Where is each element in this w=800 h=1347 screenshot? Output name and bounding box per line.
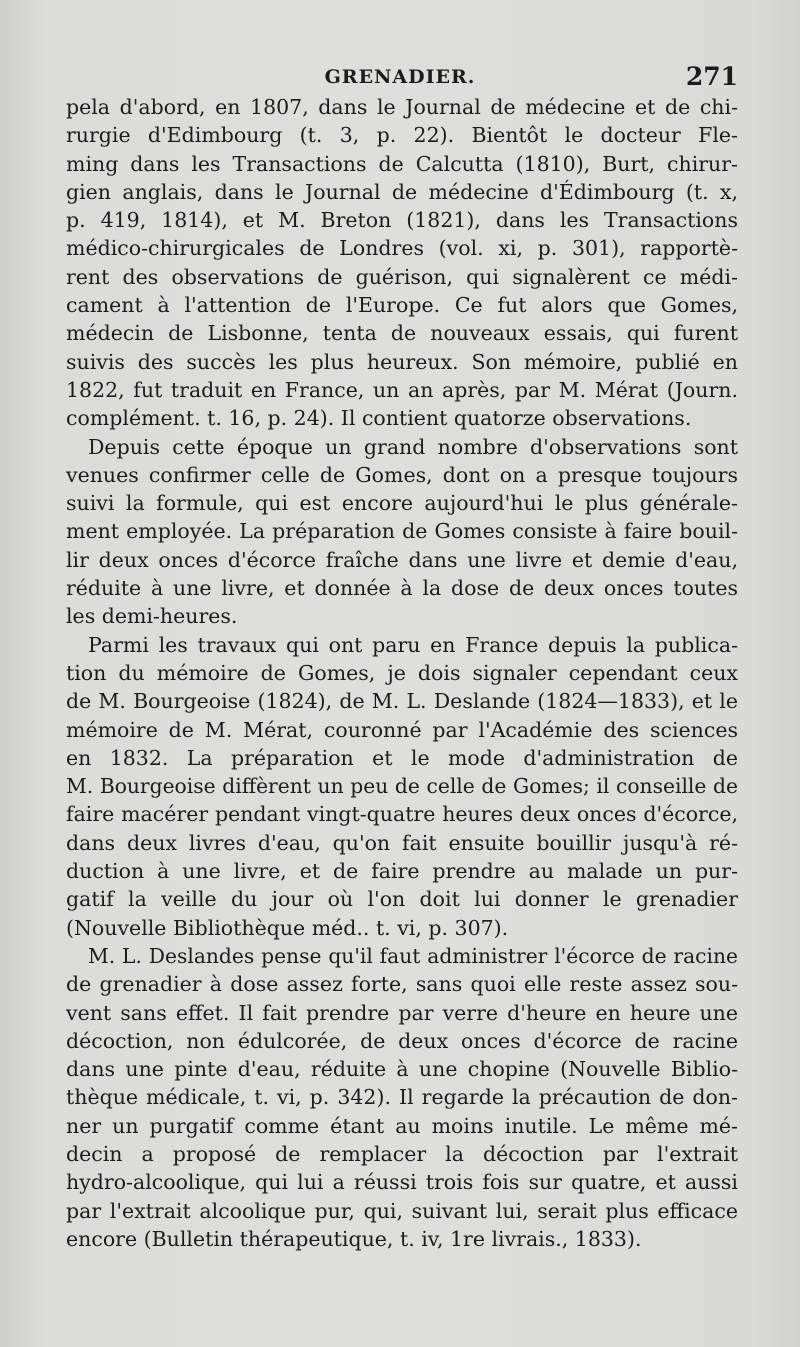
text-line: en 1832. La préparation et le mode d'administration de bbox=[66, 745, 738, 770]
text-line: complément. t. 16, p. 24). Il contient quatorze observations. bbox=[66, 406, 692, 431]
text-line: Parmi les travaux qui ont paru en France depuis la publica- bbox=[88, 632, 738, 657]
text-line: tion du mémoire de Gomes, je dois signaler cependant ceux bbox=[66, 660, 738, 685]
text-line: suivi la formule, qui est encore aujourd'hui le plus générale- bbox=[66, 491, 738, 516]
running-head bbox=[62, 62, 738, 96]
text-line: par l'extrait alcoolique pur, qui, suivant lui, serait plus efficace bbox=[66, 1198, 738, 1223]
text-line: lir deux onces d'écorce fraîche dans une livre et demie d'eau, bbox=[66, 547, 738, 572]
text-line: médico-chirurgicales de Londres (vol. xi, p. 301), rapportè- bbox=[66, 236, 738, 261]
text-line: 1822, fut traduit en France, un an après, par M. Mérat (Journ. bbox=[66, 377, 738, 402]
text-line: ner un purgatif comme étant au moins inutile. Le même mé- bbox=[66, 1113, 738, 1138]
text-line: de M. Bourgeoise (1824), de M. L. Deslande (1824—1833), et le bbox=[66, 689, 738, 714]
text-line: vent sans effet. Il fait prendre par verre d'heure en heure une bbox=[66, 1000, 738, 1025]
text-line: réduite à une livre, et donnée à la dose de deux onces toutes bbox=[66, 576, 738, 601]
text-line: les demi-heures. bbox=[66, 604, 238, 629]
text-line: ment employée. La préparation de Gomes consiste à faire bouil- bbox=[66, 519, 738, 544]
text-line: de grenadier à dose assez forte, sans quoi elle reste assez sou- bbox=[66, 972, 738, 997]
text-line: duction à une livre, et de faire prendre au malade un pur- bbox=[66, 859, 738, 884]
text-line: médecin de Lisbonne, tenta de nouveaux essais, qui furent bbox=[66, 321, 738, 346]
text-line: gatif la veille du jour où l'on doit lui donner le grenadier bbox=[66, 887, 738, 912]
text-line: thèque médicale, t. vi, p. 342). Il regarde la précaution de don- bbox=[66, 1085, 738, 1110]
text-line: venues confirmer celle de Gomes, dont on a presque toujours bbox=[66, 462, 738, 487]
text-line: décoction, non édulcorée, de deux onces d'écorce de racine bbox=[66, 1028, 738, 1053]
text-line: cament à l'attention de l'Europe. Ce fut alors que Gomes, bbox=[66, 293, 738, 318]
body-text bbox=[66, 93, 738, 1253]
text-line: suivis des succès les plus heureux. Son mémoire, publié en bbox=[66, 349, 738, 374]
text-line: gien anglais, dans le Journal de médecine d'Édimbourg (t. x, bbox=[66, 179, 738, 204]
text-line: decin a proposé de remplacer la décoction par l'extrait bbox=[66, 1141, 738, 1166]
running-title: GRENADIER. bbox=[324, 66, 476, 88]
page-number: 271 bbox=[685, 62, 738, 91]
text-line: pela d'abord, en 1807, dans le Journal de médecine et de chi- bbox=[66, 95, 738, 119]
text-line: encore (Bulletin thérapeutique, t. iv, 1re livrais., 1833). bbox=[66, 1226, 642, 1251]
text-line: dans deux livres d'eau, qu'on fait ensuite bouillir jusqu'à ré- bbox=[66, 830, 738, 855]
text-line: faire macérer pendant vingt-quatre heures deux onces d'écorce, bbox=[66, 802, 738, 827]
text-line: ming dans les Transactions de Calcutta (1810), Burt, chirur- bbox=[66, 151, 738, 176]
text-line: Depuis cette époque un grand nombre d'observations sont bbox=[88, 434, 738, 459]
text-line: dans une pinte d'eau, réduite à une chopine (Nouvelle Biblio- bbox=[66, 1057, 738, 1082]
text-line: rent des observations de guérison, qui signalèrent ce médi- bbox=[66, 264, 738, 289]
text-line: (Nouvelle Bibliothèque méd.. t. vi, p. 307). bbox=[66, 915, 509, 940]
text-line: M. Bourgeoise diffèrent un peu de celle de Gomes; il conseille de bbox=[66, 774, 738, 799]
text-line: rurgie d'Edimbourg (t. 3, p. 22). Bientôt le docteur Fle- bbox=[66, 123, 738, 148]
text-line: M. L. Deslandes pense qu'il faut administrer l'écorce de racine bbox=[88, 943, 738, 968]
text-line: mémoire de M. Mérat, couronné par l'Académie des sciences bbox=[66, 717, 738, 742]
text-line: hydro-alcoolique, qui lui a réussi trois fois sur quatre, et aussi bbox=[66, 1170, 738, 1195]
text-line: p. 419, 1814), et M. Breton (1821), dans les Transactions bbox=[66, 208, 738, 233]
